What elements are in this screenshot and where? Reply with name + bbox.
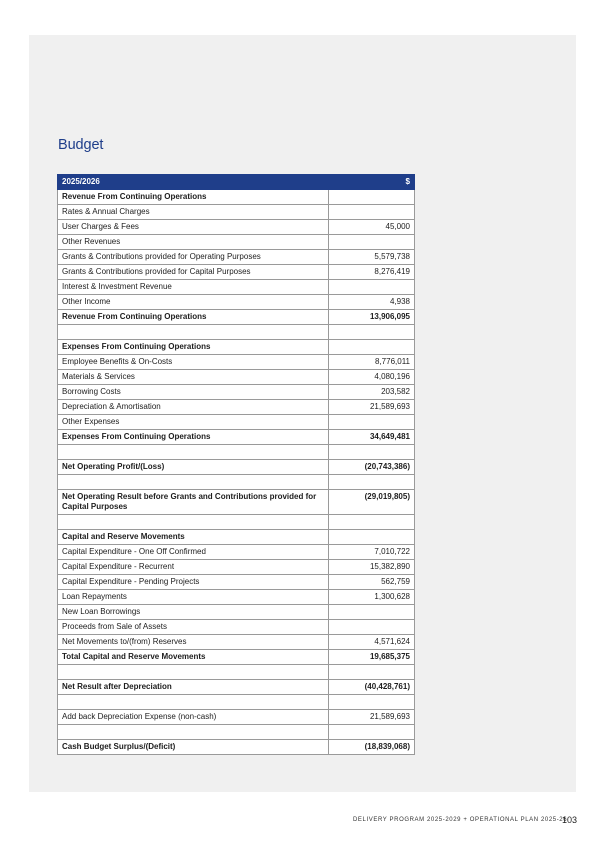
row-label: Borrowing Costs (58, 385, 329, 400)
row-label: Cash Budget Surplus/(Deficit) (58, 740, 329, 755)
table-row (58, 545, 415, 560)
row-label: Proceeds from Sale of Assets (58, 620, 329, 635)
table-row (58, 220, 415, 235)
row-label (58, 725, 329, 740)
row-amount (329, 445, 415, 460)
row-label: User Charges & Fees (58, 220, 329, 235)
row-label: Total Capital and Reserve Movements (58, 650, 329, 665)
row-amount: 45,000 (329, 220, 415, 235)
budget-table (57, 174, 415, 755)
table-row (58, 400, 415, 415)
table-row (58, 205, 415, 220)
table-row (58, 620, 415, 635)
row-label: Net Movements to/(from) Reserves (58, 635, 329, 650)
row-label: Depreciation & Amortisation (58, 400, 329, 415)
table-row (58, 490, 415, 515)
row-amount: (18,839,068) (329, 740, 415, 755)
table-row (58, 680, 415, 695)
row-label: Rates & Annual Charges (58, 205, 329, 220)
row-amount (329, 530, 415, 545)
table-row (58, 385, 415, 400)
row-amount (329, 605, 415, 620)
table-row (58, 530, 415, 545)
row-label: Other Income (58, 295, 329, 310)
row-label (58, 695, 329, 710)
row-label: Expenses From Continuing Operations (58, 340, 329, 355)
row-amount (329, 515, 415, 530)
row-label: Other Expenses (58, 415, 329, 430)
row-amount (329, 695, 415, 710)
row-label: Add back Depreciation Expense (non-cash) (58, 710, 329, 725)
row-amount (329, 620, 415, 635)
row-label: Loan Repayments (58, 590, 329, 605)
row-label: Other Revenues (58, 235, 329, 250)
row-label: Net Operating Result before Grants and Contributions provided for Capital Purposes (58, 490, 329, 515)
row-label (58, 515, 329, 530)
row-label: New Loan Borrowings (58, 605, 329, 620)
row-amount (329, 475, 415, 490)
row-amount: 4,938 (329, 295, 415, 310)
row-label (58, 475, 329, 490)
row-amount: 13,906,095 (329, 310, 415, 325)
row-label (58, 665, 329, 680)
table-row (58, 235, 415, 250)
table-row (58, 740, 415, 755)
budget-table-body (58, 190, 415, 755)
row-amount: 562,759 (329, 575, 415, 590)
row-label: Capital Expenditure - Pending Projects (58, 575, 329, 590)
table-row (58, 250, 415, 265)
row-amount: 1,300,628 (329, 590, 415, 605)
header-currency: $ (329, 175, 415, 190)
row-amount: 5,579,738 (329, 250, 415, 265)
table-row (58, 460, 415, 475)
table-header-row (58, 175, 415, 190)
table-row (58, 415, 415, 430)
row-amount (329, 325, 415, 340)
row-amount: 4,080,196 (329, 370, 415, 385)
row-label: Capital and Reserve Movements (58, 530, 329, 545)
row-amount (329, 280, 415, 295)
row-amount: 203,582 (329, 385, 415, 400)
table-row (58, 635, 415, 650)
header-year: 2025/2026 (58, 175, 329, 190)
spacer-row (58, 725, 415, 740)
spacer-row (58, 665, 415, 680)
row-label: Revenue From Continuing Operations (58, 310, 329, 325)
table-row (58, 430, 415, 445)
row-amount (329, 665, 415, 680)
row-amount: 19,685,375 (329, 650, 415, 665)
row-amount (329, 340, 415, 355)
row-amount: (40,428,761) (329, 680, 415, 695)
table-row (58, 710, 415, 725)
row-label: Grants & Contributions provided for Capital Purposes (58, 265, 329, 280)
table-row (58, 370, 415, 385)
row-label: Interest & Investment Revenue (58, 280, 329, 295)
table-row (58, 190, 415, 205)
row-label: Employee Benefits & On-Costs (58, 355, 329, 370)
table-row (58, 605, 415, 620)
row-label: Grants & Contributions provided for Operating Purposes (58, 250, 329, 265)
row-amount: 8,776,011 (329, 355, 415, 370)
row-label (58, 445, 329, 460)
row-label: Revenue From Continuing Operations (58, 190, 329, 205)
page-number: 103 (562, 815, 578, 825)
row-label (58, 325, 329, 340)
spacer-row (58, 515, 415, 530)
table-row (58, 575, 415, 590)
spacer-row (58, 695, 415, 710)
row-label: Capital Expenditure - One Off Confirmed (58, 545, 329, 560)
row-amount: 15,382,890 (329, 560, 415, 575)
row-amount: 7,010,722 (329, 545, 415, 560)
table-row (58, 355, 415, 370)
spacer-row (58, 445, 415, 460)
row-amount (329, 725, 415, 740)
row-amount: 4,571,624 (329, 635, 415, 650)
table-row (58, 265, 415, 280)
row-amount (329, 235, 415, 250)
row-label: Capital Expenditure - Recurrent (58, 560, 329, 575)
row-amount (329, 205, 415, 220)
table-row (58, 280, 415, 295)
row-amount: (20,743,386) (329, 460, 415, 475)
row-label: Net Operating Profit/(Loss) (58, 460, 329, 475)
row-amount: 21,589,693 (329, 400, 415, 415)
footer-title: DELIVERY PROGRAM 2025-2029 + OPERATIONAL PLAN 2025-26 (353, 817, 568, 823)
table-row (58, 650, 415, 665)
spacer-row (58, 325, 415, 340)
table-row (58, 590, 415, 605)
row-amount (329, 415, 415, 430)
row-amount: 8,276,419 (329, 265, 415, 280)
row-amount: 34,649,481 (329, 430, 415, 445)
row-label: Expenses From Continuing Operations (58, 430, 329, 445)
spacer-row (58, 475, 415, 490)
table-row (58, 310, 415, 325)
row-amount: (29,019,805) (329, 490, 415, 515)
table-row (58, 295, 415, 310)
row-label: Materials & Services (58, 370, 329, 385)
table-row (58, 560, 415, 575)
row-label: Net Result after Depreciation (58, 680, 329, 695)
row-amount (329, 190, 415, 205)
page-heading: Budget (58, 137, 104, 153)
row-amount: 21,589,693 (329, 710, 415, 725)
table-row (58, 340, 415, 355)
